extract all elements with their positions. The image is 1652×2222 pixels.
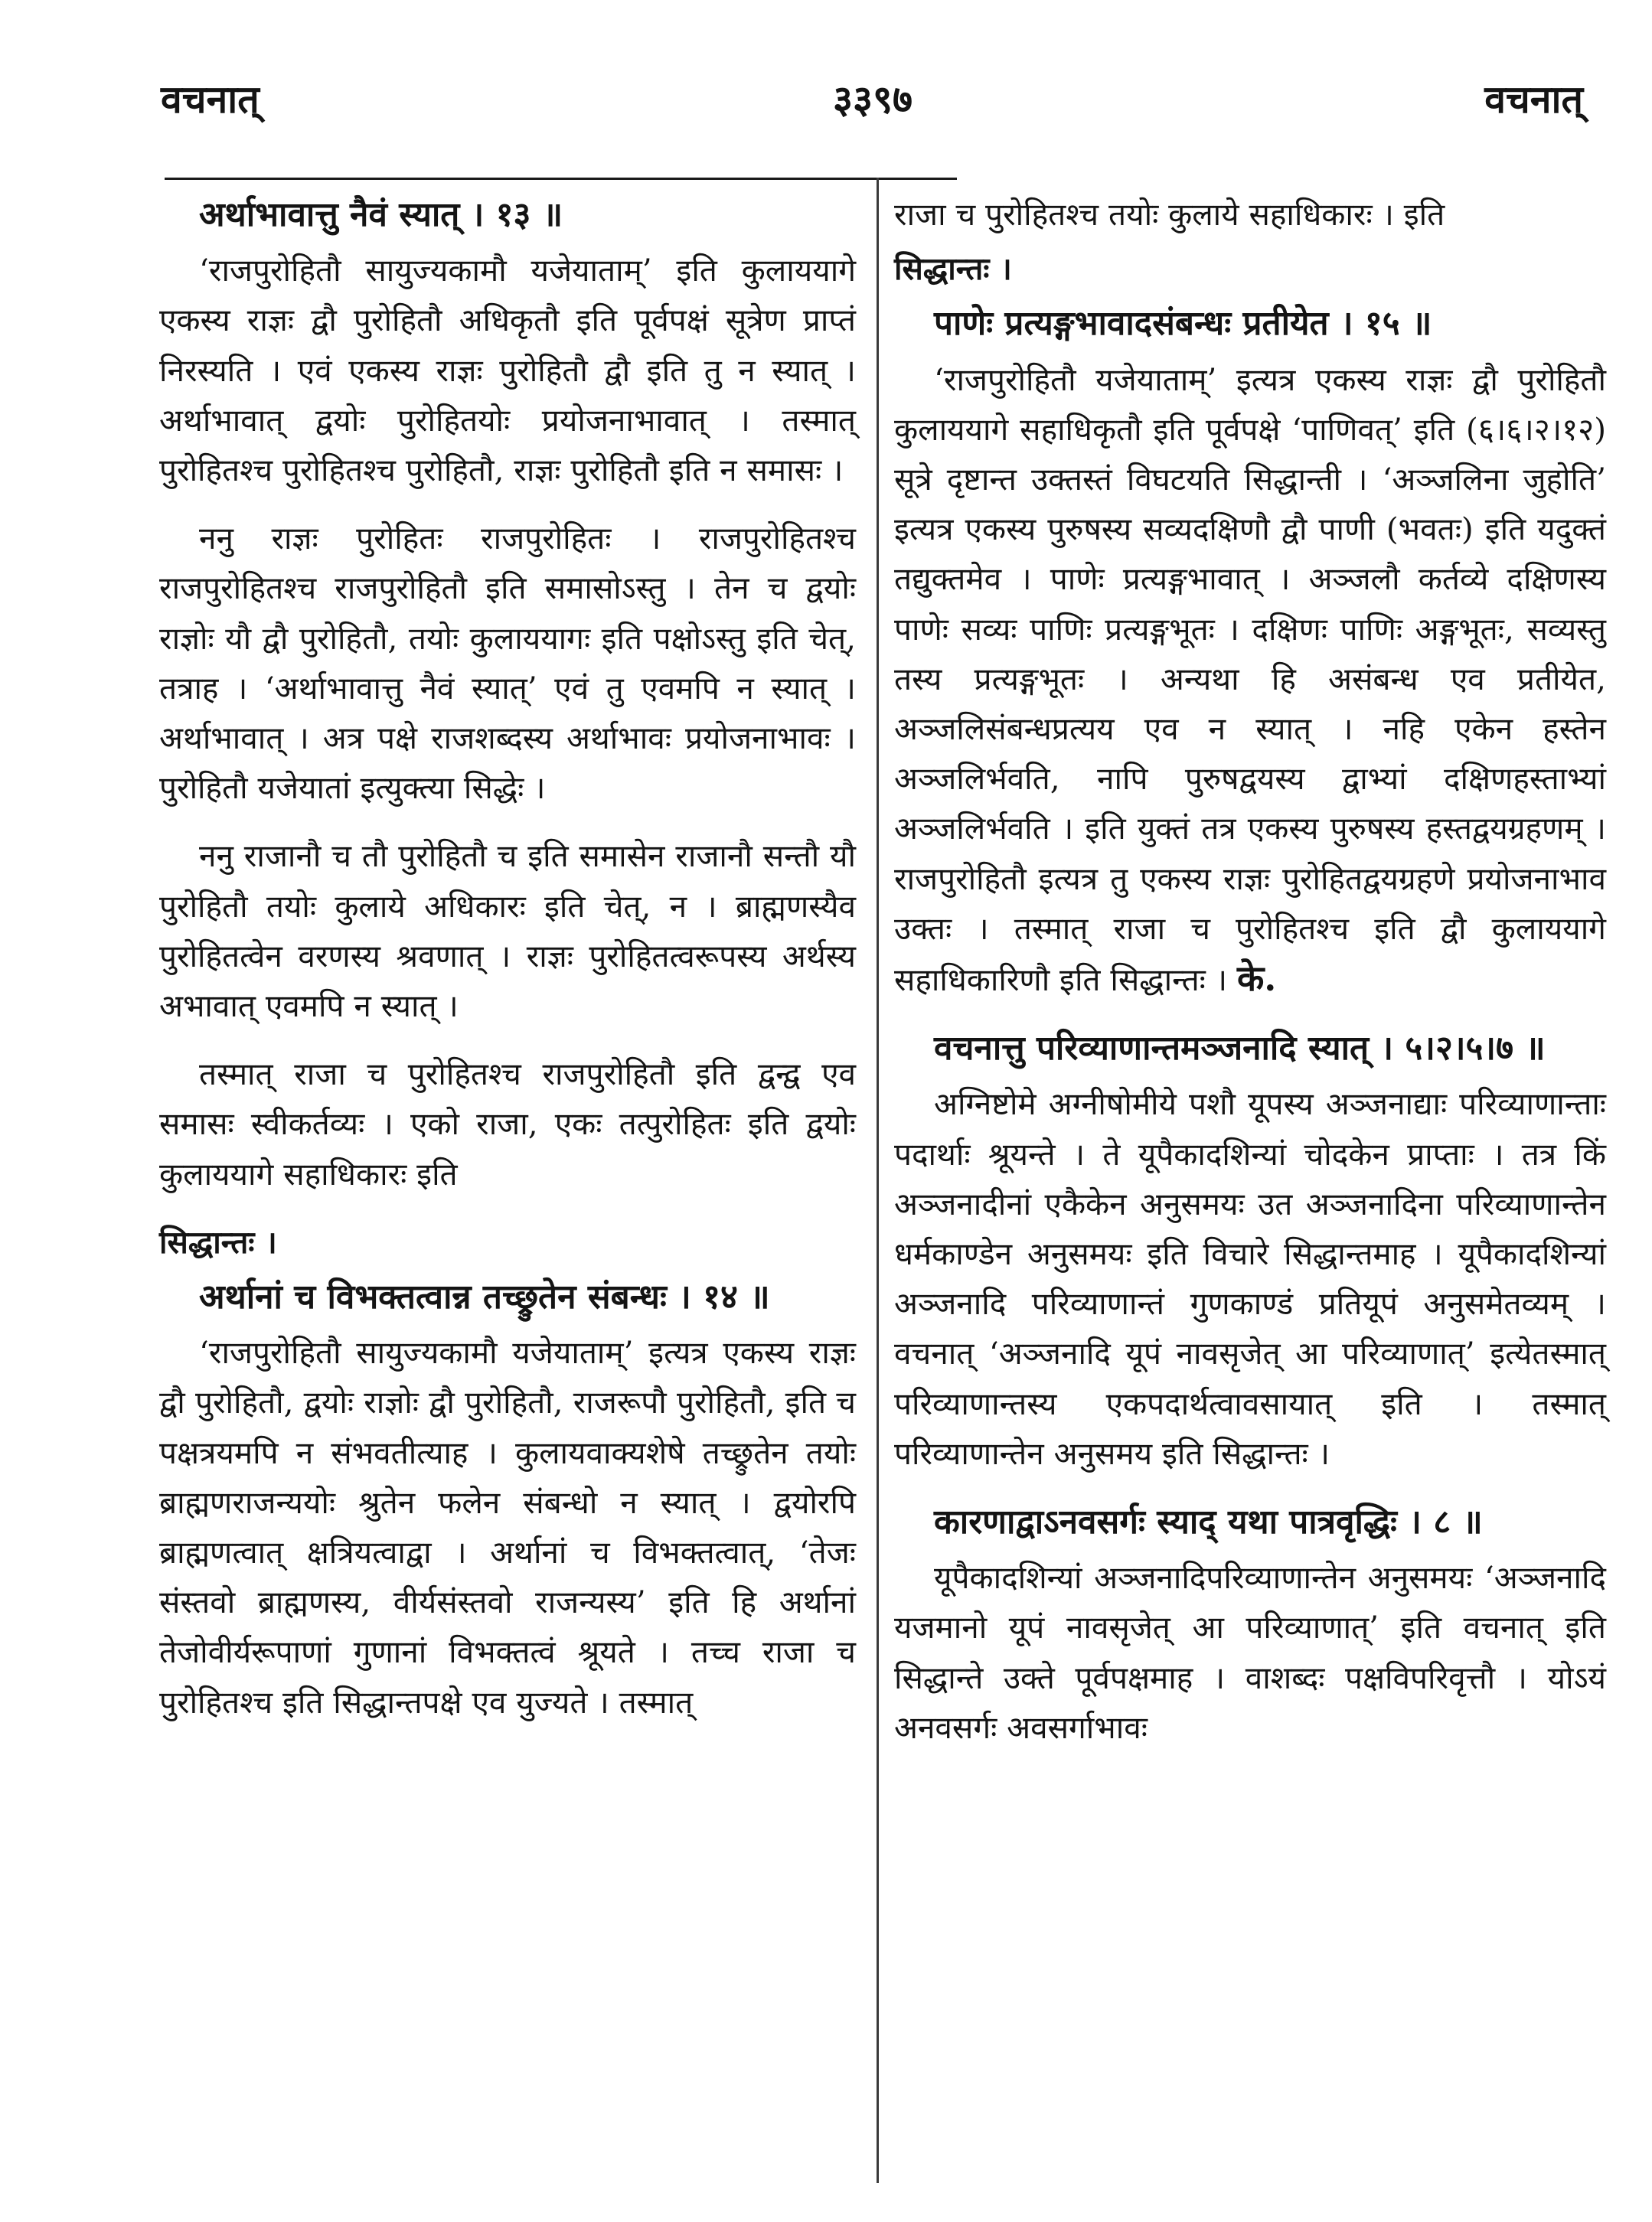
header-rule — [165, 178, 957, 180]
sutra-heading: कारणाद्वाऽनवसर्गः स्याद् यथा पात्रवृद्धिः । ८ ॥ — [934, 1503, 1483, 1542]
paragraph: ननु राजानौ च तौ पुरोहितौ च इति समासेन राजानौ सन्तौ यौ पुरोहितौ तयोः कुलाये अधिकारः इति चेत्, न । ब्राह्मणस्यैव पुरोहितत्वेन वरणस्य श्रवणात् । राज्ञः पुरोहितत्वरूपस्य अर्थस्य अभावात् एवमपि न स्यात् । — [159, 837, 856, 1025]
right-column — [894, 190, 1606, 1771]
paragraph: यूपैकादशिन्यां अञ्जनादिपरिव्याणान्तेन अनुसमयः ‘अञ्जनादि यजमानो यूपं नावसृजेत् आ परिव्याणात्’ इति वचनात् इति सिद्धान्ते उक्ते पूर्वपक्षमाह । वाशब्दः पक्षविपरिवृत्तौ । योऽयं अनवसर्गः अवसर्गाभावः — [894, 1559, 1606, 1746]
paragraph-continued: राजा च पुरोहितश्च तयोः कुलाये सहाधिकारः । इति — [894, 196, 1445, 233]
paragraph: अग्निष्टोमे अग्नीषोमीये पशौ यूपस्य अञ्जनाद्याः परिव्याणान्ताः पदार्थाः श्रूयन्ते । ते यूपैकादशिन्यां चोदकेन प्राप्ताः । तत्र किं अञ्जनादीनां एकैकेन अनुसमयः उत अञ्जनादिना परिव्याणान्तेन धर्मकाण्डेन अनुसमयः इति विचारे सिद्धान्तमाह । यूपैकादशिन्यां अञ्जनादि परिव्याणान्तं गुणकाण्डं प्रतियूपं अनुसमेतव्यम् । वचनात् ‘अञ्जनादि यूपं नावसृजेत् आ परिव्याणात्’ इत्येतस्मात् परिव्याणान्तस्य एकपदार्थत्वावसायात् इति । तस्मात् परिव्याणान्तेन अनुसमय इति सिद्धान्तः । — [894, 1085, 1606, 1472]
paragraph-text: ‘राजपुरोहितौ यजेयाताम्’ इत्यत्र एकस्य राज्ञः द्वौ पुरोहितौ कुलाययागे सहाधिकृतौ इति पूर्वपक्षे ‘पाणिवत्’ इति (६।६।२।१२) सूत्रे दृष्टान्त उक्तस्तं विघटयति सिद्धान्ती । ‘अञ्जलिना जुहोति’ इत्यत्र एकस्य पुरुषस्य सव्यदक्षिणौ द्वौ पाणी (भवतः) इति यदुक्तं तद्युक्तमेव । पाणेः प्रत्यङ्गभावात् । अञ्जलौ कर्तव्ये दक्षिणस्य पाणेः सव्यः पाणिः प्रत्यङ्गभूतः । दक्षिणः पाणिः अङ्गभूतः, सव्यस्तु तस्य प्रत्यङ्गभूतः । अन्यथा हि असंबन्ध एव प्रतीयेत, अञ्जलिसंबन्धप्रत्यय एव न स्यात् । नहि एकेन हस्तेन अञ्जलिर्भवति, नापि पुरुषद्वयस्य द्वाभ्यां दक्षिणहस्ताभ्यां अञ्जलिर्भवति । इति युक्तं तत्र एकस्य पुरुषस्य हस्तद्वयग्रहणम् । राजपुरोहितौ इत्यत्र तु एकस्य राज्ञः पुरोहितद्वयग्रहणे प्रयोजनाभाव उक्तः । तस्मात् राजा च पुरोहितश्च इति द्वौ कुलाययागे सहाधिकारिणौ इति सिद्धान्तः । — [894, 361, 1606, 999]
page-number: ३३९७ — [833, 77, 913, 122]
source-mark: के. — [1236, 958, 1277, 1000]
paragraph: तस्मात् राजा च पुरोहितश्च राजपुरोहितौ इति द्वन्द्व एव समासः स्वीकर्तव्यः । एको राजा, एकः तत्पुरोहितः इति द्वयोः कुलाययागे सहाधिकारः इति — [159, 1056, 856, 1193]
conclusion-label: सिद्धान्तः । — [894, 250, 1012, 288]
paragraph: ‘राजपुरोहितौ सायुज्यकामौ यजेयाताम्’ इति कुलाययागे एकस्य राज्ञः द्वौ पुरोहितौ अधिकृतौ इति पूर्वपक्षं सूत्रेण प्राप्तं निरस्यति । एवं एकस्य राज्ञः पुरोहितौ द्वौ इति तु न स्यात् । अर्थाभावात् द्वयोः पुरोहितयोः प्रयोजनाभावात् । तस्मात् पुरोहितश्च पुरोहितश्च पुरोहितौ, राज्ञः पुरोहितौ इति न समासः । — [159, 252, 856, 489]
column-divider — [877, 178, 879, 2183]
sutra-heading: वचनात्तु परिव्याणान्तमञ्जनादि स्यात् । ५।२।५।७ ॥ — [934, 1029, 1546, 1069]
left-column — [159, 190, 856, 1746]
conclusion-label: सिद्धान्तः । — [159, 1223, 277, 1261]
sutra-heading: अर्थाभावात्तु नैवं स्यात् । १३ ॥ — [199, 195, 563, 234]
sutra-heading: पाणेः प्रत्यङ्गभावादसंबन्धः प्रतीयेत । १५ ॥ — [934, 304, 1432, 344]
paragraph — [894, 355, 1606, 1006]
paragraph: ननु राज्ञः पुरोहितः राजपुरोहितः । राजपुरोहितश्च राजपुरोहितश्च राजपुरोहितौ इति समासोऽस्तु । तेन च द्वयोः राज्ञोः यौ द्वौ पुरोहितौ, तयोः कुलाययागः इति पक्षोऽस्तु इति चेत्, तत्राह । ‘अर्थाभावात्तु नैवं स्यात्’ एवं तु एवमपि न स्यात् । अर्थाभावात् । अत्र पक्षे राजशब्दस्य अर्थाभावः प्रयोजनाभावः । पुरोहितौ यजेयातां इत्युक्त्या सिद्धेः । — [159, 520, 856, 807]
paragraph: ‘राजपुरोहितौ सायुज्यकामौ यजेयाताम्’ इत्यत्र एकस्य राज्ञः द्वौ पुरोहितौ, द्वयोः राज्ञोः द्वौ पुरोहितौ, राजरूपौ पुरोहितौ, इति च पक्षत्रयमपि न संभवतीत्याह । कुलायवाक्यशेषे तच्छ्रुतेन तयोः ब्राह्मणराजन्ययोः श्रुतेन फलेन संबन्धो न स्यात् । द्वयोरपि ब्राह्मणत्वात् क्षत्रियत्वाद्वा । अर्थानां च विभक्तत्वात्, ‘तेजः संस्तवो ब्राह्मणस्य, वीर्यसंस्तवो राजन्यस्य’ इति हि अर्थानां तेजोवीर्यरूपाणां गुणानां विभक्तत्वं श्रूयते । तच्च राजा च पुरोहितश्च इति सिद्धान्तपक्षे एव युज्यते । तस्मात् — [159, 1334, 856, 1721]
running-head-left: वचनात् — [161, 77, 260, 122]
sutra-heading: अर्थानां च विभक्तत्वान्न तच्छ्रुतेन संबन्धः । १४ ॥ — [199, 1277, 770, 1317]
running-head-right: वचनात् — [1484, 77, 1583, 122]
